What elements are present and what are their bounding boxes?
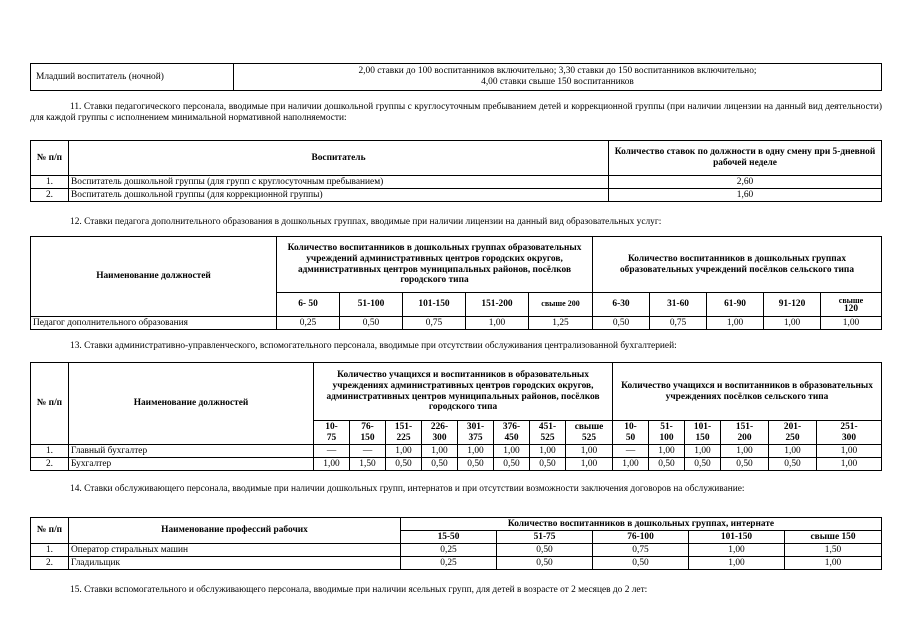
row-number: 1. (31, 445, 69, 458)
col-bottom: 50 (625, 432, 636, 443)
cell-value: 0,50 (649, 458, 685, 471)
cell-value: 0,50 (386, 458, 422, 471)
paragraph-15-text: 15. Ставки вспомогательного и обслуживающего персонала, вводимые при наличии ясельных групп, для детей в возрасте от 2 месяцев до 2 лет: (70, 585, 648, 595)
t13-rural-header: Количество учащихся и воспитанников в образовательных учреждениях посёлков сельского типа (613, 363, 882, 421)
cell-value: 0,50 (769, 458, 817, 471)
t12-rural-last-bottom: 120 (843, 303, 859, 314)
cell-value: 1,00 (821, 317, 882, 330)
table-11 (30, 140, 882, 202)
table-row (31, 557, 882, 570)
col-top: 151- (394, 421, 413, 432)
t13-col-header (649, 421, 685, 445)
t12-col-header: 91-120 (764, 293, 821, 317)
cell-value: 0,50 (494, 458, 530, 471)
t11-num-header: № п/п (31, 141, 69, 176)
t14-col-header: свыше 150 (785, 531, 882, 544)
cell-value: 0,50 (593, 317, 650, 330)
t13-col-header (817, 421, 882, 445)
row-value: 1,60 (609, 189, 882, 202)
table-row (31, 445, 882, 458)
col-top: 51- (660, 421, 673, 432)
row-number: 2. (31, 189, 69, 202)
t13-name-header: Наименование должностей (69, 363, 314, 445)
cell-value: 0,50 (497, 557, 593, 570)
paragraph-11-text: 11. Ставки педагогического персонала, вводимые при наличии дошкольной группы с круглосуточным пребыванием детей и коррекционной группы (при наличии лицензии на данный вид деятельности) для каждой группы с исполнением минимальной нормативной наполняемости: (30, 102, 882, 124)
col-top: 201- (783, 421, 802, 432)
paragraph-14 (30, 484, 882, 495)
cell-value: 1,00 (685, 445, 721, 458)
t14-col-header: 51-75 (497, 531, 593, 544)
paragraph-12 (30, 217, 882, 228)
cell-value: 0,25 (401, 544, 497, 557)
t12-col-header: 101-150 (403, 293, 466, 317)
row-number: 2. (31, 557, 69, 570)
col-bottom: 100 (659, 432, 674, 443)
t13-col-header (721, 421, 769, 445)
t12-col-header-last-text: свыше 200 (541, 299, 580, 309)
cell-value: 1,00 (707, 317, 764, 330)
cell-value: 1,00 (422, 445, 458, 458)
paragraph-12-text: 12. Ставки педагога дополнительного образования в дошкольных группах, вводимые при наличии лицензии на данный вид образовательных услуг: (70, 217, 662, 227)
t13-col-header (494, 421, 530, 445)
t12-col-header: 6- 50 (277, 293, 340, 317)
cell-value: 0,50 (422, 458, 458, 471)
cell-value: 0,75 (650, 317, 707, 330)
t13-col-header (685, 421, 721, 445)
cell-value: 1,00 (689, 557, 785, 570)
t12-col-header: 151-200 (466, 293, 529, 317)
t14-col-header: 76-100 (593, 531, 689, 544)
t14-col-header: 101-150 (689, 531, 785, 544)
t12-col-header: 61-90 (707, 293, 764, 317)
top-row-rate (234, 64, 882, 91)
t13-urban-header: Количество учащихся и воспитанников в образовательных учреждениях административных центров городских округов, административных центров муниципальных районов, посёлков городского типа (314, 363, 613, 421)
cell-value: 1,00 (458, 445, 494, 458)
cell-value: 1,00 (466, 317, 529, 330)
row-value: 2,60 (609, 176, 882, 189)
t14-group-header: Количество воспитанников в дошкольных группах, интернате (401, 518, 882, 531)
t13-col-header (530, 421, 566, 445)
col-top: 10- (325, 421, 338, 432)
row-name: Воспитатель дошкольной группы (для коррекционной группы) (69, 189, 609, 202)
t13-col-header (458, 421, 494, 445)
t12-urban-header: Количество воспитанников в дошкольных группах образовательных учреждений административных центров городских округов, административных центров муниципальных районов, посёлков городского типа (277, 237, 593, 293)
cell-value: 1,00 (494, 445, 530, 458)
t13-col-header (386, 421, 422, 445)
table-row (31, 189, 882, 202)
col-top: 76- (361, 421, 374, 432)
top-row-name: Младший воспитатель (ночной) (31, 64, 234, 91)
t12-col-header: 6-30 (593, 293, 650, 317)
t13-col-header (314, 421, 350, 445)
col-bottom: 450 (504, 432, 519, 443)
col-bottom: 150 (695, 432, 710, 443)
cell-value: 1,00 (817, 458, 882, 471)
cell-value: 1,50 (350, 458, 386, 471)
cell-value: 0,50 (721, 458, 769, 471)
col-top: 101- (693, 421, 712, 432)
t12-col-header-last (529, 293, 593, 317)
t14-num-header: № п/п (31, 518, 69, 544)
col-bottom: 525 (540, 432, 555, 443)
cell-value: 1,00 (314, 458, 350, 471)
t12-rural-header: Количество воспитанников в дошкольных группах образовательных учреждений посёлков сельского типа (593, 237, 882, 293)
cell-value: 0,50 (685, 458, 721, 471)
cell-value: 1,00 (764, 317, 821, 330)
paragraph-11 (30, 102, 882, 124)
cell-value: 1,00 (613, 458, 649, 471)
cell-value: 0,50 (458, 458, 494, 471)
row-name: Гладильщик (69, 557, 401, 570)
cell-value: 1,00 (769, 445, 817, 458)
t12-col-header-last-rural (821, 293, 882, 317)
cell-value: 0,25 (401, 557, 497, 570)
t12-col-header: 51-100 (340, 293, 403, 317)
cell-value: 1,00 (689, 544, 785, 557)
col-bottom: 300 (432, 432, 447, 443)
top-row-rate-line2: 4,00 ставки свыше 150 воспитанников (481, 77, 634, 87)
cell-value: 1,00 (386, 445, 422, 458)
table-row (31, 176, 882, 189)
col-top: 226- (430, 421, 449, 432)
cell-value: 1,50 (785, 544, 882, 557)
cell-value: 1,00 (721, 445, 769, 458)
cell-value: 1,25 (529, 317, 593, 330)
row-number: 2. (31, 458, 69, 471)
row-number: 1. (31, 176, 69, 189)
cell-value: 1,00 (566, 445, 613, 458)
col-bottom: 200 (737, 432, 752, 443)
t12-name-header: Наименование должностей (31, 237, 277, 317)
col-top: 151- (735, 421, 754, 432)
t13-col-header (566, 421, 613, 445)
col-top: 251- (840, 421, 858, 432)
t14-name-header: Наименование профессий рабочих (69, 518, 401, 544)
col-top: 451- (538, 421, 557, 432)
col-top: свыше (574, 421, 604, 432)
col-bottom: 150 (360, 432, 375, 443)
t13-col-header (350, 421, 386, 445)
col-bottom: 225 (396, 432, 411, 443)
cell-value: 0,25 (277, 317, 340, 330)
t11-name-header: Воспитатель (69, 141, 609, 176)
cell-value: 1,00 (817, 445, 882, 458)
cell-value: 1,00 (649, 445, 685, 458)
table-row (31, 317, 882, 330)
table-14 (30, 517, 882, 570)
col-bottom: 300 (841, 432, 857, 443)
table-row (31, 458, 882, 471)
table-12 (30, 236, 882, 330)
paragraph-15 (30, 585, 882, 596)
top-table (30, 63, 882, 91)
row-name: Бухгалтер (69, 458, 314, 471)
cell-value: 0,50 (593, 557, 689, 570)
cell-value: 0,75 (403, 317, 466, 330)
col-bottom: 375 (468, 432, 483, 443)
t14-col-header: 15-50 (401, 531, 497, 544)
row-number: 1. (31, 544, 69, 557)
cell-value: — (314, 445, 350, 458)
table-13 (30, 362, 882, 471)
row-name: Главный бухгалтер (69, 445, 314, 458)
cell-value: 0,50 (530, 458, 566, 471)
paragraph-13-text: 13. Ставки административно-управленческого, вспомогательного персонала, вводимые при отсутствии обслуживания централизованной бухгалтерией: (70, 341, 677, 351)
t13-col-header (613, 421, 649, 445)
cell-value: 1,00 (785, 557, 882, 570)
table-row (31, 544, 882, 557)
col-bottom: 75 (326, 432, 337, 443)
col-top: 10- (624, 421, 637, 432)
row-name: Педагог дополнительного образования (31, 317, 277, 330)
top-row-rate-line1: 2,00 ставки до 100 воспитанников включительно; 3,30 ставки до 150 воспитанников включительно; (358, 66, 757, 77)
cell-value: 0,75 (593, 544, 689, 557)
paragraph-13 (30, 341, 882, 352)
cell-value: 0,50 (497, 544, 593, 557)
col-bottom: 525 (581, 432, 597, 443)
col-bottom: 250 (785, 432, 800, 443)
cell-value: — (350, 445, 386, 458)
row-name: Воспитатель дошкольной группы (для групп с круглосуточным пребыванием) (69, 176, 609, 189)
t11-count-header: Количество ставок по должности в одну смену при 5-дневной рабочей неделе (609, 141, 882, 176)
t13-col-header (422, 421, 458, 445)
t12-rural-last-top: свыше (838, 295, 864, 305)
col-top: 376- (502, 421, 521, 432)
row-name: Оператор стиральных машин (69, 544, 401, 557)
cell-value: — (613, 445, 649, 458)
t12-col-header: 31-60 (650, 293, 707, 317)
t13-col-header (769, 421, 817, 445)
paragraph-14-text: 14. Ставки обслуживающего персонала, вводимые при наличии дошкольных групп, интернатов и при отсутствии возможности заключения договоров на обслуживание: (70, 484, 745, 494)
cell-value: 1,00 (566, 458, 613, 471)
cell-value: 0,50 (340, 317, 403, 330)
t13-num-header: № п/п (31, 363, 69, 445)
col-top: 301- (466, 421, 485, 432)
cell-value: 1,00 (530, 445, 566, 458)
